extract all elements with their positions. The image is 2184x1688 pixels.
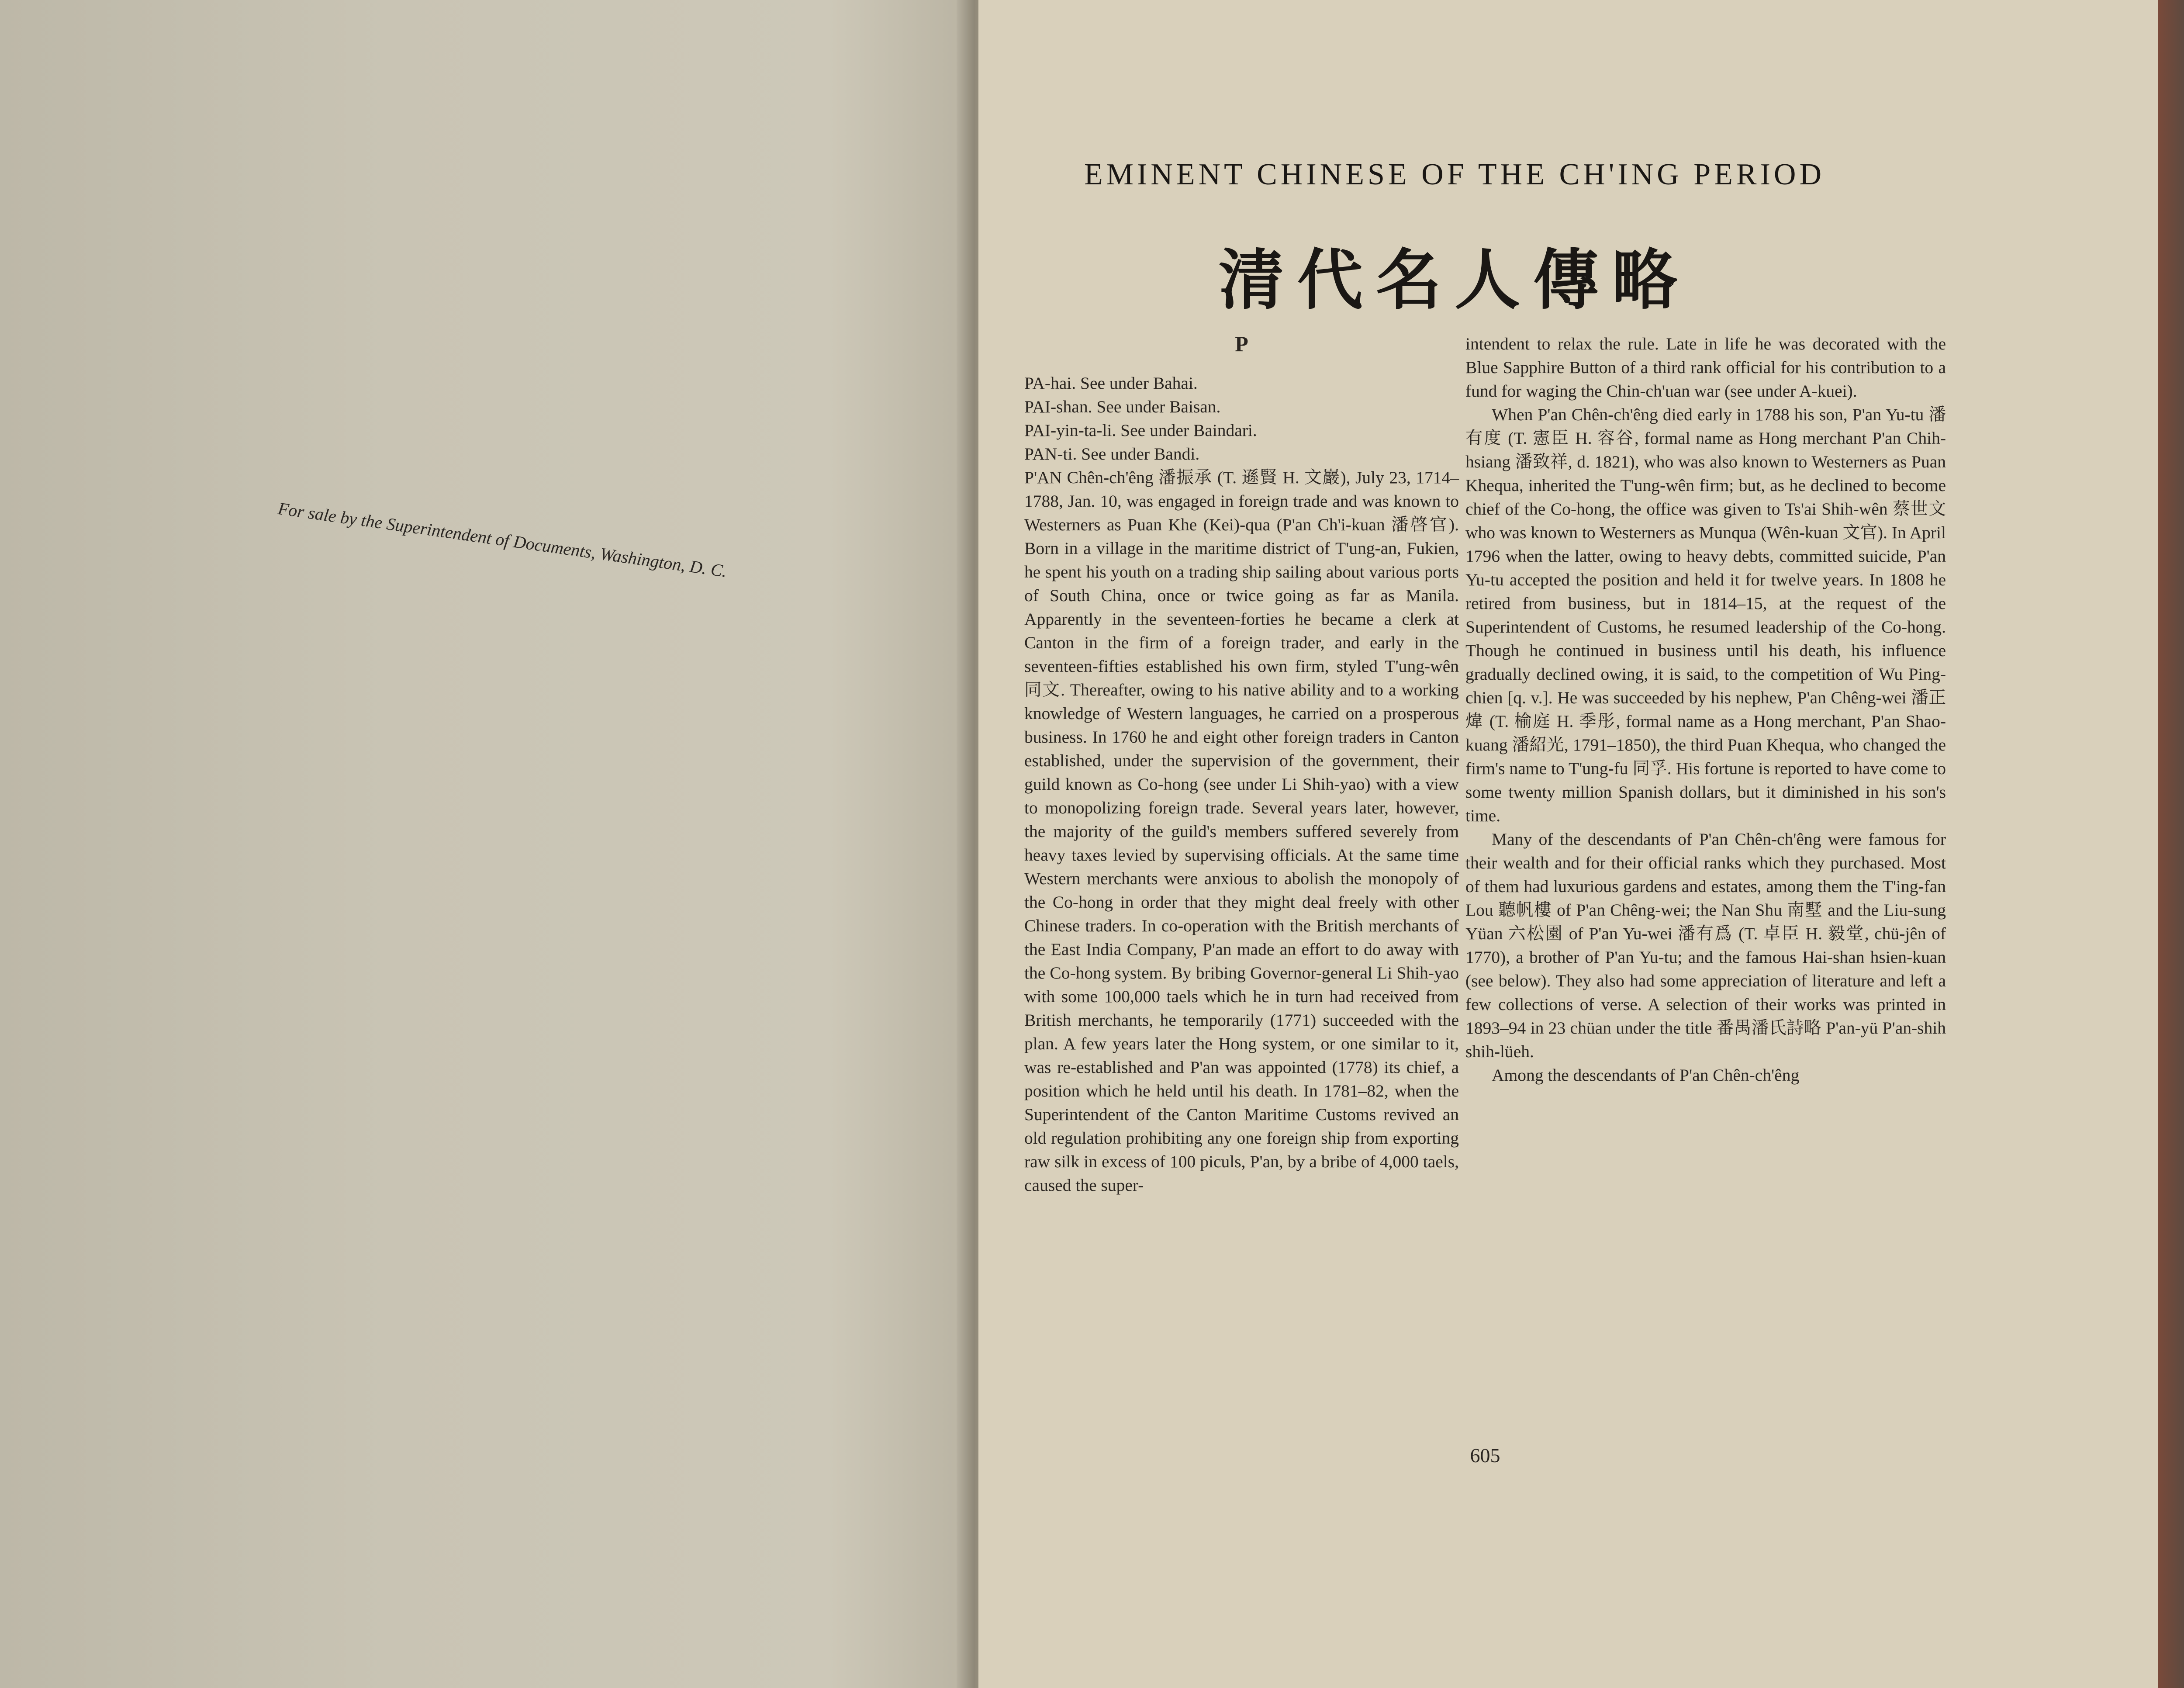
paragraph: Among the descendants of P'an Chên-ch'êng bbox=[1492, 1065, 1800, 1085]
cross-reference: PA-hai. See under Bahai. bbox=[1024, 374, 1198, 393]
text-column-left bbox=[1024, 332, 1459, 1197]
paragraph: intendent to relax the rule. Late in life he was decorated with the Blue Sapphire Button of a third rank official for his contribution to a fund for waging the Chin-ch'uan war (see under A-kuei). bbox=[1465, 334, 1946, 401]
cross-reference: PAI-yin-ta-li. See under Baindari. bbox=[1024, 421, 1257, 440]
cross-reference: PAN-ti. See under Bandi. bbox=[1024, 444, 1200, 464]
left-page bbox=[0, 0, 974, 1688]
paragraph: Many of the descendants of P'an Chên-ch'êng were famous for their wealth and for their official ranks which they purchased. Most of them had luxurious gardens and estates, among them the T'ing-fan Lou 聽帆樓 of P'an Chêng-wei; the Nan Shu 南墅 and the Liu-sung Yüan 六松園 of P'an Yu-wei 潘有爲 (T. 卓臣 H. 毅堂, chü-jên of 1770), a brother of P'an Yu-tu; and the famous Hai-shan hsien-kuan (see below). They also had some appreciation of literature and left a few collections of verse. A selection of their works was printed in 1893–94 in 23 chüan under the title 番禺潘氏詩略 P'an-yü P'an-shih shih-lüeh. bbox=[1465, 830, 1946, 1061]
chinese-title: 清代名人傳略 bbox=[1218, 242, 1690, 318]
text-column-right bbox=[1465, 332, 1946, 1087]
entry-pan-chen-cheng: P'AN Chên-ch'êng 潘振承 (T. 遜賢 H. 文巖), July 23, 1714–1788, Jan. 10, was engaged in foreign trade and was known to Westerners as Puan Khe (Kei)-qua (P'an Ch'i-kuan 潘啓官). Born in a village in the maritime district of T'ung-an, Fukien, he spent his youth on a trading ship sailing about various ports of South China, once or twice going as far as Manila. Apparently in the seventeen-forties he became a clerk at Canton in the firm of a foreign trader, and early in the seventeen-fifties established his own firm, styled T'ung-wên 同文. Thereafter, owing to his native ability and to a working knowledge of Western languages, he carried on a prosperous business. In 1760 he and eight other foreign traders in Canton established, under the supervision of the government, their guild known as Co-hong (see under Li Shih-yao) with a view to monopolizing foreign trade. Several years later, however, the majority of the guild's members suffered severely from heavy taxes levied by supervising officials. At the same time Western merchants were anxious to abolish the monopoly of the Co-hong in order that they might deal freely with other Chinese traders. In co-operation with the British merchants of the East India Company, P'an made an effort to do away with the Co-hong system. By bribing Governor-general Li Shih-yao with some 100,000 taels which he in turn had received from British merchants, he temporarily (1771) succeeded with the plan. A few years later the Hong system, or one similar to it, was re-established and P'an was appointed (1778) its chief, a position which he held until his death. In 1781–82, when the Superintendent of the Canton Maritime Customs revived an old regulation prohibiting any one foreign ship from exporting raw silk in excess of 100 piculs, P'an, by a bribe of 4,000 taels, caused the super- bbox=[1024, 468, 1459, 1195]
page-number: 605 bbox=[1470, 1444, 1500, 1467]
paragraph: When P'an Chên-ch'êng died early in 1788 his son, P'an Yu-tu 潘有度 (T. 憲臣 H. 容谷, formal name as Hong merchant P'an Chih-hsiang 潘致祥, d. 1821), who was also known to Westerners as Puan Khequa, inherited the T'ung-wên firm; but, as he declined to become chief of the Co-hong, the office was given to Ts'ai Shih-wên 蔡世文 who was known to Westerners as Munqua (Wên-kuan 文官). In April 1796 when the latter, owing to heavy debts, committed suicide, P'an Yu-tu accepted the position and held it for twelve years. In 1808 he retired from business, but in 1814–15, at the request of the Superintendent of Customs, he resumed leadership of the Co-hong. Though he continued in business until his death, his influence gradually declined owing, it is said, to the competition of Wu Ping-chien [q. v.]. He was succeeded by his nephew, P'an Chêng-wei 潘正煒 (T. 榆庭 H. 季彤, formal name as a Hong merchant, P'an Shao-kuang 潘紹光, 1791–1850), the third Puan Khequa, who changed the firm's name to T'ung-fu 同孚. His fortune is reported to have come to some twenty million Spanish dollars, but it diminished in his son's time. bbox=[1465, 405, 1946, 825]
section-letter: P bbox=[1235, 332, 1248, 356]
book-cover-edge bbox=[2158, 0, 2184, 1688]
running-head: EMINENT CHINESE OF THE CH'ING PERIOD bbox=[1084, 158, 1825, 191]
sale-note: For sale by the Superintendent of Documents, Washington, D. C. bbox=[276, 498, 729, 581]
cross-reference: PAI-shan. See under Baisan. bbox=[1024, 397, 1221, 416]
